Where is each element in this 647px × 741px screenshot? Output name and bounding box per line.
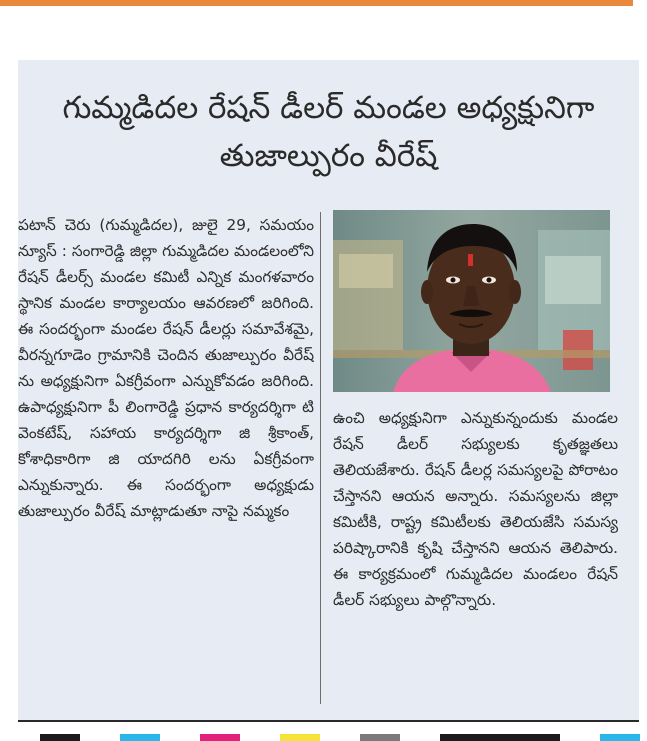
- color-swatch: [360, 734, 400, 741]
- color-swatch: [280, 734, 320, 741]
- headline-line-1: గుమ్మడిదల రేషన్ డీలర్ మండల అధ్యక్షునిగా: [62, 90, 595, 126]
- article-left-column: పటాన్ చెరు (గుమ్మడిదల), జులై 29, సమయం న్యూస్ : సంగారెడ్డి జిల్లా గుమ్మడిదల మండలంలోని రేషన్ డీలర్స్ మండల కమిటీ ఎన్నిక మంగళవారం స్థానిక మండల కార్యాలయం ఆవరణలో జరిగింది. ఈ సందర్భంగా మండల రేషన్ డీలర్లు సమావేశమై, వీరన్నగూడెం గ్రామానికి చెందిన తుజాల్పురం వీరేష్ ను అధ్యక్షునిగా ఏకగ్రీవంగా ఎన్నుకోవడం జరిగింది. ఉపాధ్యక్షునిగా పీ లింగారెడ్డి ప్రధాన కార్యదర్శిగా టి వెంకటేష్, సహాయ కార్యదర్శిగా జి శ్రీకాంత్, కోశాధికారిగా జి యాదగిరి లను ఏకగ్రీవంగా ఎన్నుకున్నారు. ఈ సందర్భంగా అధ్యక్షుడు తుజాల్పురం వీరేష్ మాట్లాడుతూ నాపై నమ్మకం: [18, 216, 314, 520]
- color-swatch: [240, 734, 280, 741]
- headline: [18, 84, 639, 180]
- portrait-photo: [333, 210, 610, 392]
- color-swatch: [400, 734, 440, 741]
- portrait-illustration: [333, 210, 610, 392]
- color-swatch: [200, 734, 240, 741]
- article-right-column: ఉంచి అధ్యక్షునిగా ఎన్నుకున్నందుకు మండల రేషన్ డీలర్ సభ్యులకు కృతజ్ఞతలు తెలియజేశారు. రేషన్ డీలర్ల సమస్యలపై పోరాటం చేస్తానని ఆయన అన్నారు. సమస్యలను జిల్లా కమిటీకి, రాష్ట్ర కమిటీలకు తెలియజేసి సమస్య పరిష్కారానికి కృషి చేస్తానని ఆయన తెలిపారు. ఈ కార్యక్రమంలో గుమ్మడిదల మండలం రేషన్ డీలర్ సభ్యులు పాల్గొన్నారు.: [333, 409, 618, 609]
- color-swatch: [440, 734, 480, 741]
- color-swatch: [480, 734, 520, 741]
- bottom-rule: [18, 720, 639, 722]
- headline-line-2: తుజాల్పురం వీరేష్: [219, 138, 438, 174]
- color-swatch: [520, 734, 560, 741]
- color-swatch: [600, 734, 640, 741]
- print-color-bar: [40, 734, 640, 741]
- color-swatch: [320, 734, 360, 741]
- top-orange-rule: [0, 0, 633, 6]
- news-clipping: [18, 60, 639, 720]
- color-swatch: [120, 734, 160, 741]
- color-swatch: [40, 734, 80, 741]
- color-swatch: [560, 734, 600, 741]
- color-swatch: [160, 734, 200, 741]
- column-divider: [320, 212, 321, 704]
- color-swatch: [80, 734, 120, 741]
